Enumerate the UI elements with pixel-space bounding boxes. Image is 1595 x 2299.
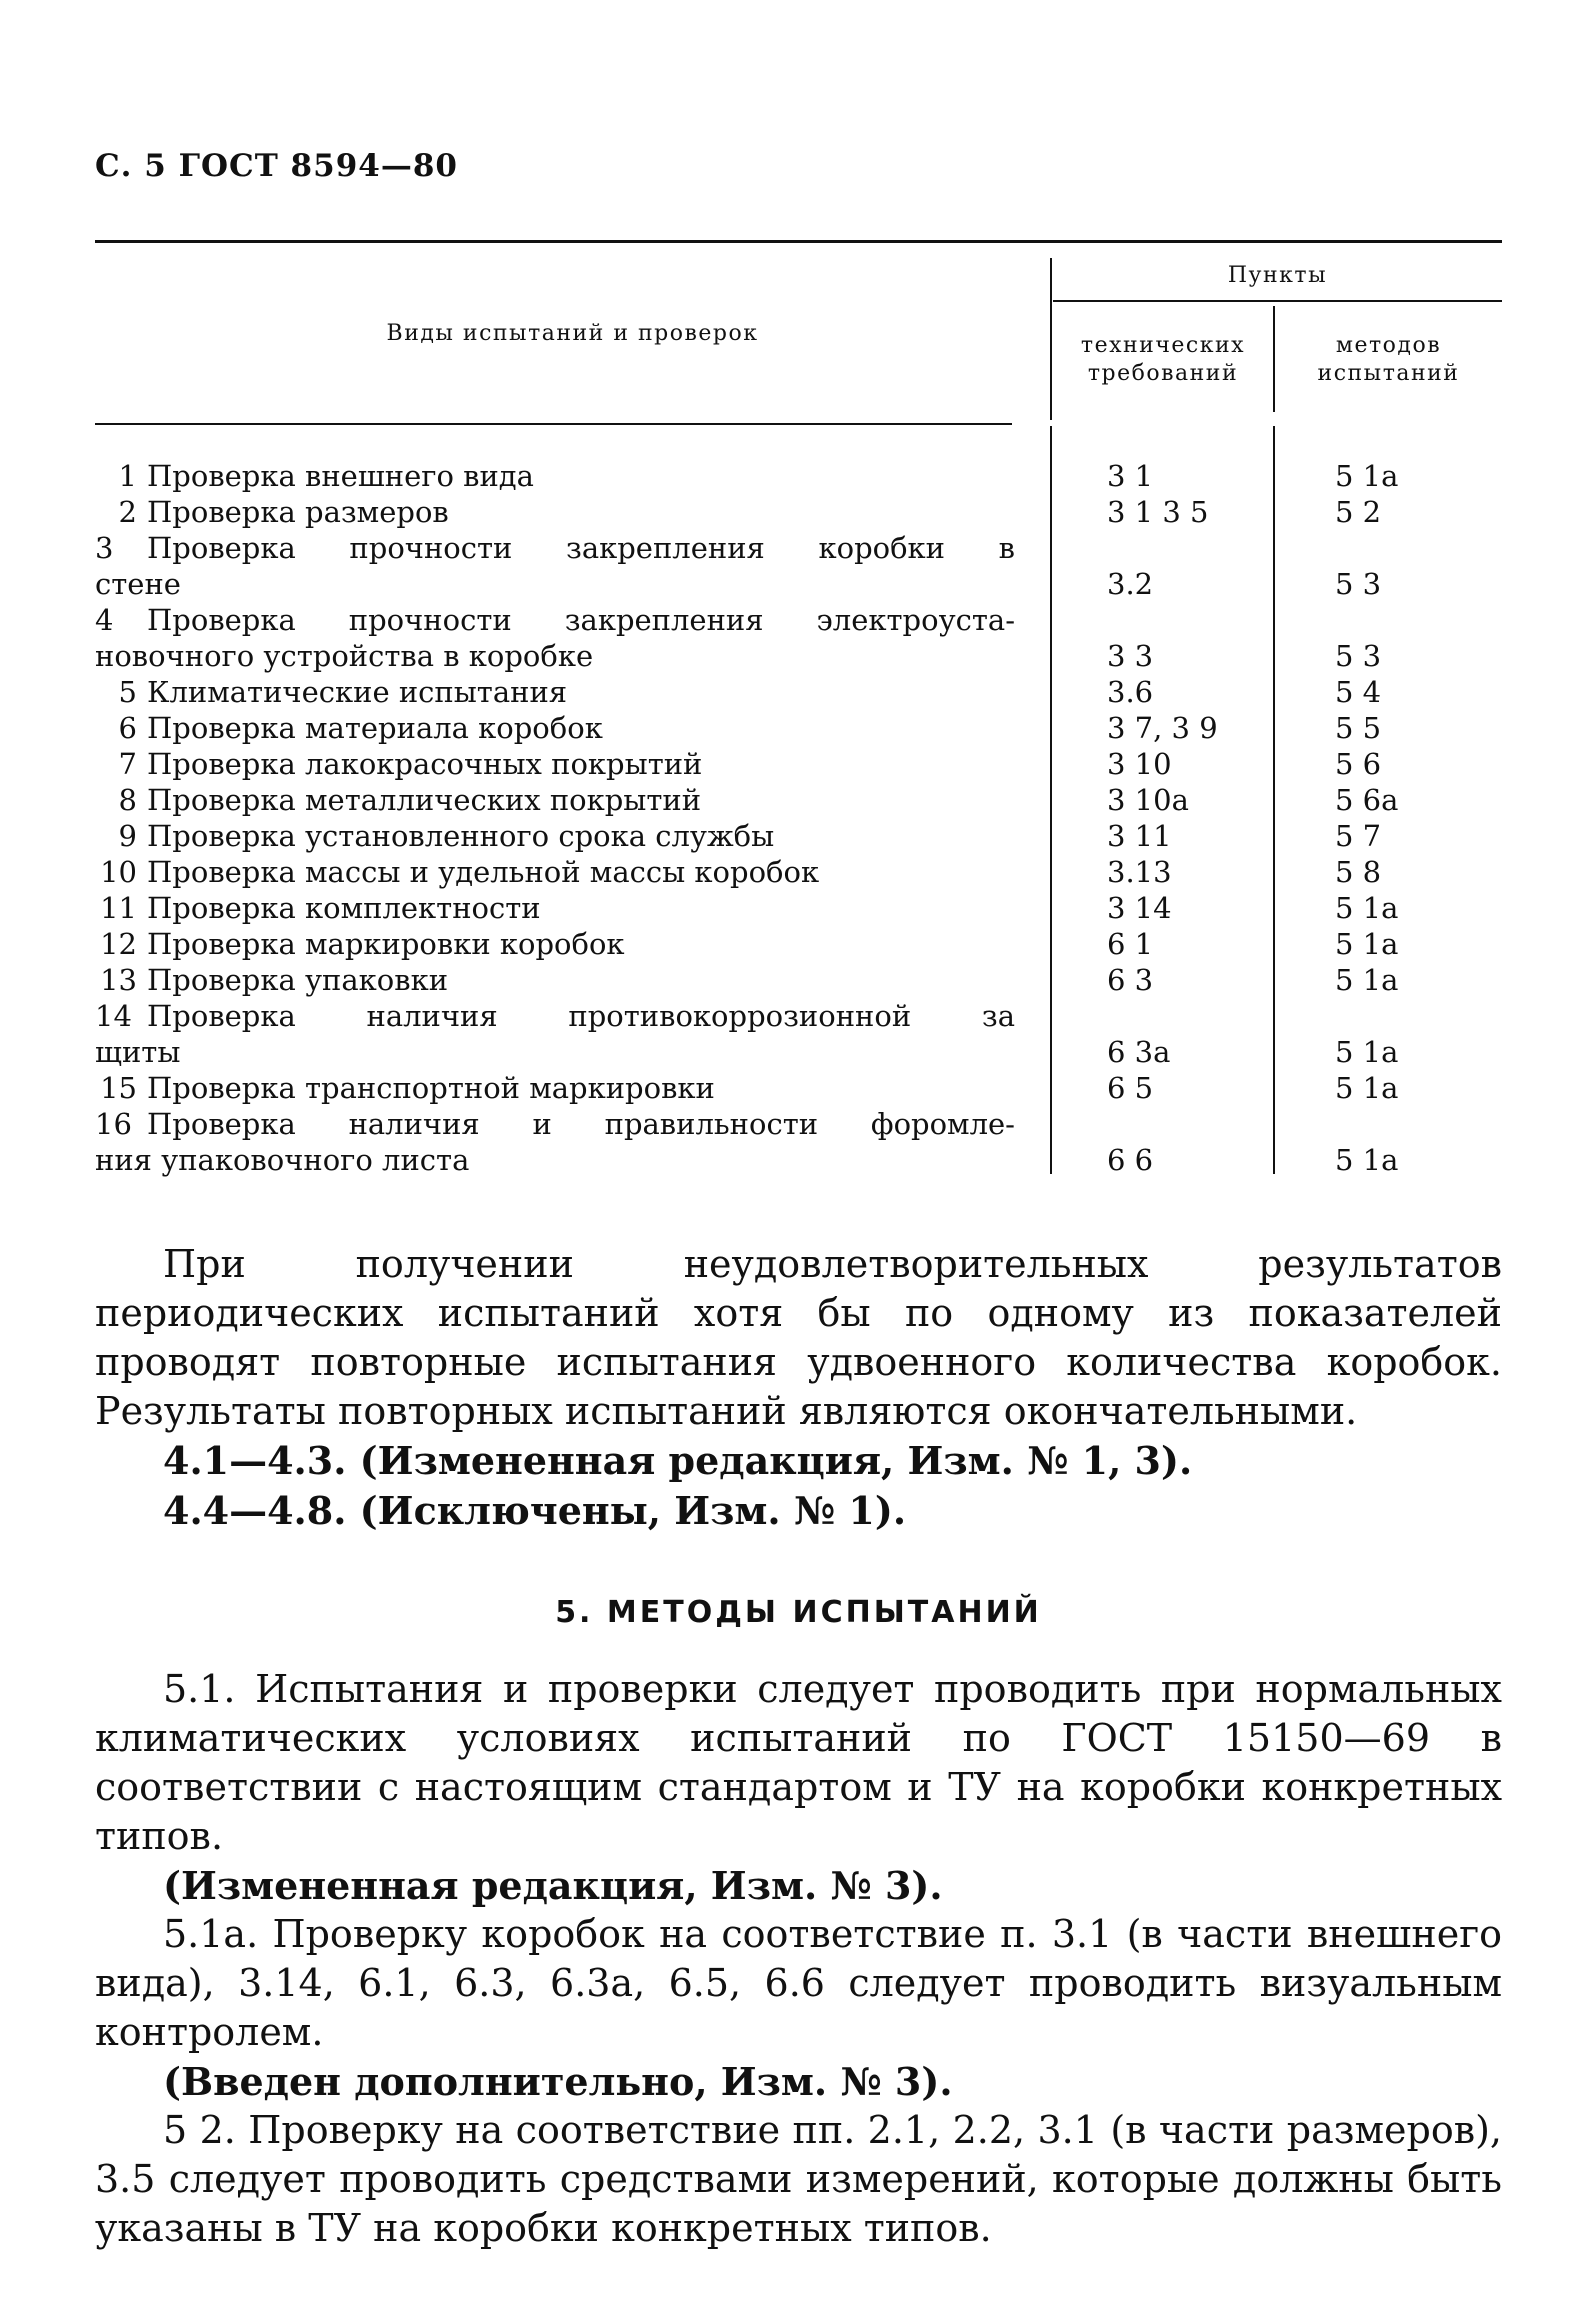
- test-method-ref: 5 1а: [1335, 1035, 1399, 1069]
- tech-requirement-ref: 3 14: [1107, 891, 1172, 925]
- tech-requirement-ref: 3.13: [1107, 855, 1172, 889]
- test-name-line: [95, 998, 1015, 1034]
- test-name-text: Климатические испытания: [147, 675, 568, 709]
- test-method-ref: 5 1а: [1335, 891, 1399, 925]
- row-number: 6: [118, 711, 137, 745]
- amendment-note: 4.4—4.8. (Исключены, Изм. № 1).: [163, 1488, 907, 1533]
- test-name-line: [95, 530, 1015, 566]
- test-method-ref: 5 6а: [1335, 783, 1399, 817]
- row-number: 14: [95, 999, 132, 1033]
- test-method-ref: 5 1а: [1335, 1143, 1399, 1177]
- tech-requirement-ref: 6 3: [1107, 963, 1154, 997]
- test-name-text: Проверка маркировки коробок: [147, 927, 625, 961]
- table-divider: [1050, 258, 1052, 420]
- test-name-text: Проверка металлических покрытий: [147, 783, 702, 817]
- tech-requirement-ref: 3 1: [1107, 459, 1154, 493]
- test-method-ref: 5 4: [1335, 675, 1382, 709]
- test-name-text: Проверка лакокрасочных покрытий: [147, 747, 703, 781]
- test-name-text: Проверка массы и удельной массы коробок: [147, 855, 820, 889]
- table-row: [95, 1106, 1502, 1178]
- test-name-text: Проверка наличия противокоррозионной за: [147, 999, 1015, 1033]
- test-name-text: Проверка наличия и правильности форомле-: [147, 1107, 1015, 1141]
- table-row: [95, 494, 1502, 530]
- test-name-line: ния упаковочного листа: [95, 1143, 470, 1177]
- test-name-text: Проверка комплектности: [147, 891, 541, 925]
- paragraph: 5.1. Испытания и проверки следует проводить при нормальных климатических условиях испытаний по ГОСТ 15150—69 в соответствии с настоящим стандартом и ТУ на коробки конкретных типов.: [95, 1667, 1502, 1858]
- table-header-rule: [95, 423, 1012, 425]
- table-row: [95, 890, 1502, 926]
- column-header-tech: технических требований: [1080, 333, 1246, 386]
- test-name-line: стене: [95, 567, 181, 601]
- table-row: [95, 530, 1502, 602]
- test-method-ref: 5 2: [1335, 495, 1382, 529]
- test-method-ref: 5 1а: [1335, 963, 1399, 997]
- test-method-ref: 5 5: [1335, 711, 1382, 745]
- row-number: 13: [100, 963, 137, 997]
- table-row: [95, 962, 1502, 998]
- tech-requirement-ref: 3.2: [1107, 567, 1154, 601]
- amendment-note: (Введен дополнительно, Изм. № 3).: [163, 2059, 953, 2104]
- test-name: [95, 494, 1015, 530]
- paragraph: 5 2. Проверку на соответствие пп. 2.1, 2.2, 3.1 (в части размеров), 3.5 следует проводить средствами измерений, которые должны быть указаны в ТУ на коробки конкретных типов.: [95, 2108, 1502, 2250]
- test-name: [95, 818, 1015, 854]
- table-row: [95, 602, 1502, 674]
- column-header-types: Виды испытаний и проверок: [386, 321, 759, 346]
- tech-requirement-ref: 6 5: [1107, 1071, 1154, 1105]
- test-name-text: Проверка установленного срока службы: [147, 819, 775, 853]
- row-number: 7: [118, 747, 137, 781]
- row-number: 9: [118, 819, 137, 853]
- row-number: 16: [95, 1107, 132, 1141]
- test-name-text: Проверка прочности закрепления электроуста-: [147, 603, 1015, 637]
- tech-requirement-ref: 3 1 3 5: [1107, 495, 1209, 529]
- test-name: [95, 854, 1015, 890]
- paragraph: 5.1а. Проверку коробок на соответствие п. 3.1 (в части внешнего вида), 3.14, 6.1, 6.3, 6.3а, 6.5, 6.6 следует проводить визуальным контролем.: [95, 1912, 1502, 2054]
- table-row: [95, 674, 1502, 710]
- test-name-text: Проверка транспортной маркировки: [147, 1071, 715, 1105]
- test-method-ref: 5 1а: [1335, 1071, 1399, 1105]
- text-block-1: [95, 1240, 1502, 1536]
- test-method-ref: 5 1а: [1335, 927, 1399, 961]
- tech-requirement-ref: 3.6: [1107, 675, 1154, 709]
- test-name: [95, 530, 1015, 602]
- table-row: [95, 458, 1502, 494]
- tech-requirement-ref: 3 7, 3 9: [1107, 711, 1218, 745]
- tech-requirement-ref: 6 1: [1107, 927, 1154, 961]
- table-row: [95, 854, 1502, 890]
- table-row: [95, 782, 1502, 818]
- test-method-ref: 5 7: [1335, 819, 1382, 853]
- tech-requirement-ref: 3 11: [1107, 819, 1172, 853]
- amendment-note: (Измененная редакция, Изм. № 3).: [163, 1863, 943, 1908]
- table-body: [95, 458, 1502, 1178]
- test-name: [95, 746, 1015, 782]
- test-name: [95, 890, 1015, 926]
- table-row: [95, 818, 1502, 854]
- table-row: [95, 998, 1502, 1070]
- tech-requirement-ref: 6 6: [1107, 1143, 1154, 1177]
- test-name: [95, 782, 1015, 818]
- test-name-text: Проверка материала коробок: [147, 711, 603, 745]
- test-name: [95, 458, 1015, 494]
- column-header-methods: методов испытаний: [1317, 333, 1460, 386]
- row-number: 1: [118, 459, 137, 493]
- paragraph: [95, 1436, 1502, 1486]
- row-number: 12: [100, 927, 137, 961]
- row-number: 10: [100, 855, 137, 889]
- test-method-ref: 5 3: [1335, 567, 1382, 601]
- punkty-rule: [1053, 300, 1502, 302]
- row-number: 15: [100, 1071, 137, 1105]
- test-name: [95, 1106, 1015, 1178]
- test-method-ref: 5 1а: [1335, 459, 1399, 493]
- table-row: [95, 926, 1502, 962]
- test-name: [95, 962, 1015, 998]
- test-name: [95, 1070, 1015, 1106]
- paragraph: При получении неудовлетворительных результатов периодических испытаний хотя бы по одному из показателей проводят повторные испытания удвоенного количества коробок. Результаты повторных испытаний являются окончательными.: [95, 1242, 1502, 1433]
- table-row: [95, 1070, 1502, 1106]
- test-name-text: Проверка размеров: [147, 495, 449, 529]
- table-row: [95, 746, 1502, 782]
- test-name: [95, 710, 1015, 746]
- amendment-note: 4.1—4.3. (Измененная редакция, Изм. № 1, 3).: [163, 1438, 1193, 1483]
- table-top-rule: [95, 240, 1502, 243]
- tech-requirement-ref: 3 3: [1107, 639, 1154, 673]
- test-name: [95, 998, 1015, 1070]
- section-title: 5. МЕТОДЫ ИСПЫТАНИЙ: [555, 1595, 1042, 1630]
- text-block-2: [95, 1665, 1502, 2253]
- test-method-ref: 5 6: [1335, 747, 1382, 781]
- row-number: 4: [95, 603, 114, 637]
- test-name-line: [95, 1106, 1015, 1142]
- tech-requirement-ref: 3 10а: [1107, 783, 1189, 817]
- test-name: [95, 602, 1015, 674]
- test-method-ref: 5 8: [1335, 855, 1382, 889]
- row-number: 5: [118, 675, 137, 709]
- row-number: 2: [118, 495, 137, 529]
- table-row: [95, 710, 1502, 746]
- tech-requirement-ref: 3 10: [1107, 747, 1172, 781]
- test-method-ref: 5 3: [1335, 639, 1382, 673]
- test-name-text: Проверка внешнего вида: [147, 459, 534, 493]
- page-header: С. 5 ГОСТ 8594—80: [95, 148, 458, 184]
- test-name-line: щиты: [95, 1035, 181, 1069]
- row-number: 11: [100, 891, 137, 925]
- test-name-text: Проверка упаковки: [147, 963, 449, 997]
- row-number: 8: [118, 783, 137, 817]
- row-number: 3: [95, 531, 114, 565]
- test-name-text: Проверка прочности закрепления коробки в: [147, 531, 1015, 565]
- column-header-punkty: Пункты: [1227, 263, 1328, 288]
- test-name-line: новочного устройства в коробке: [95, 639, 594, 673]
- test-name: [95, 674, 1015, 710]
- paragraph: [95, 1486, 1502, 1536]
- test-name-line: [95, 602, 1015, 638]
- tech-requirement-ref: 6 3а: [1107, 1035, 1171, 1069]
- test-name: [95, 926, 1015, 962]
